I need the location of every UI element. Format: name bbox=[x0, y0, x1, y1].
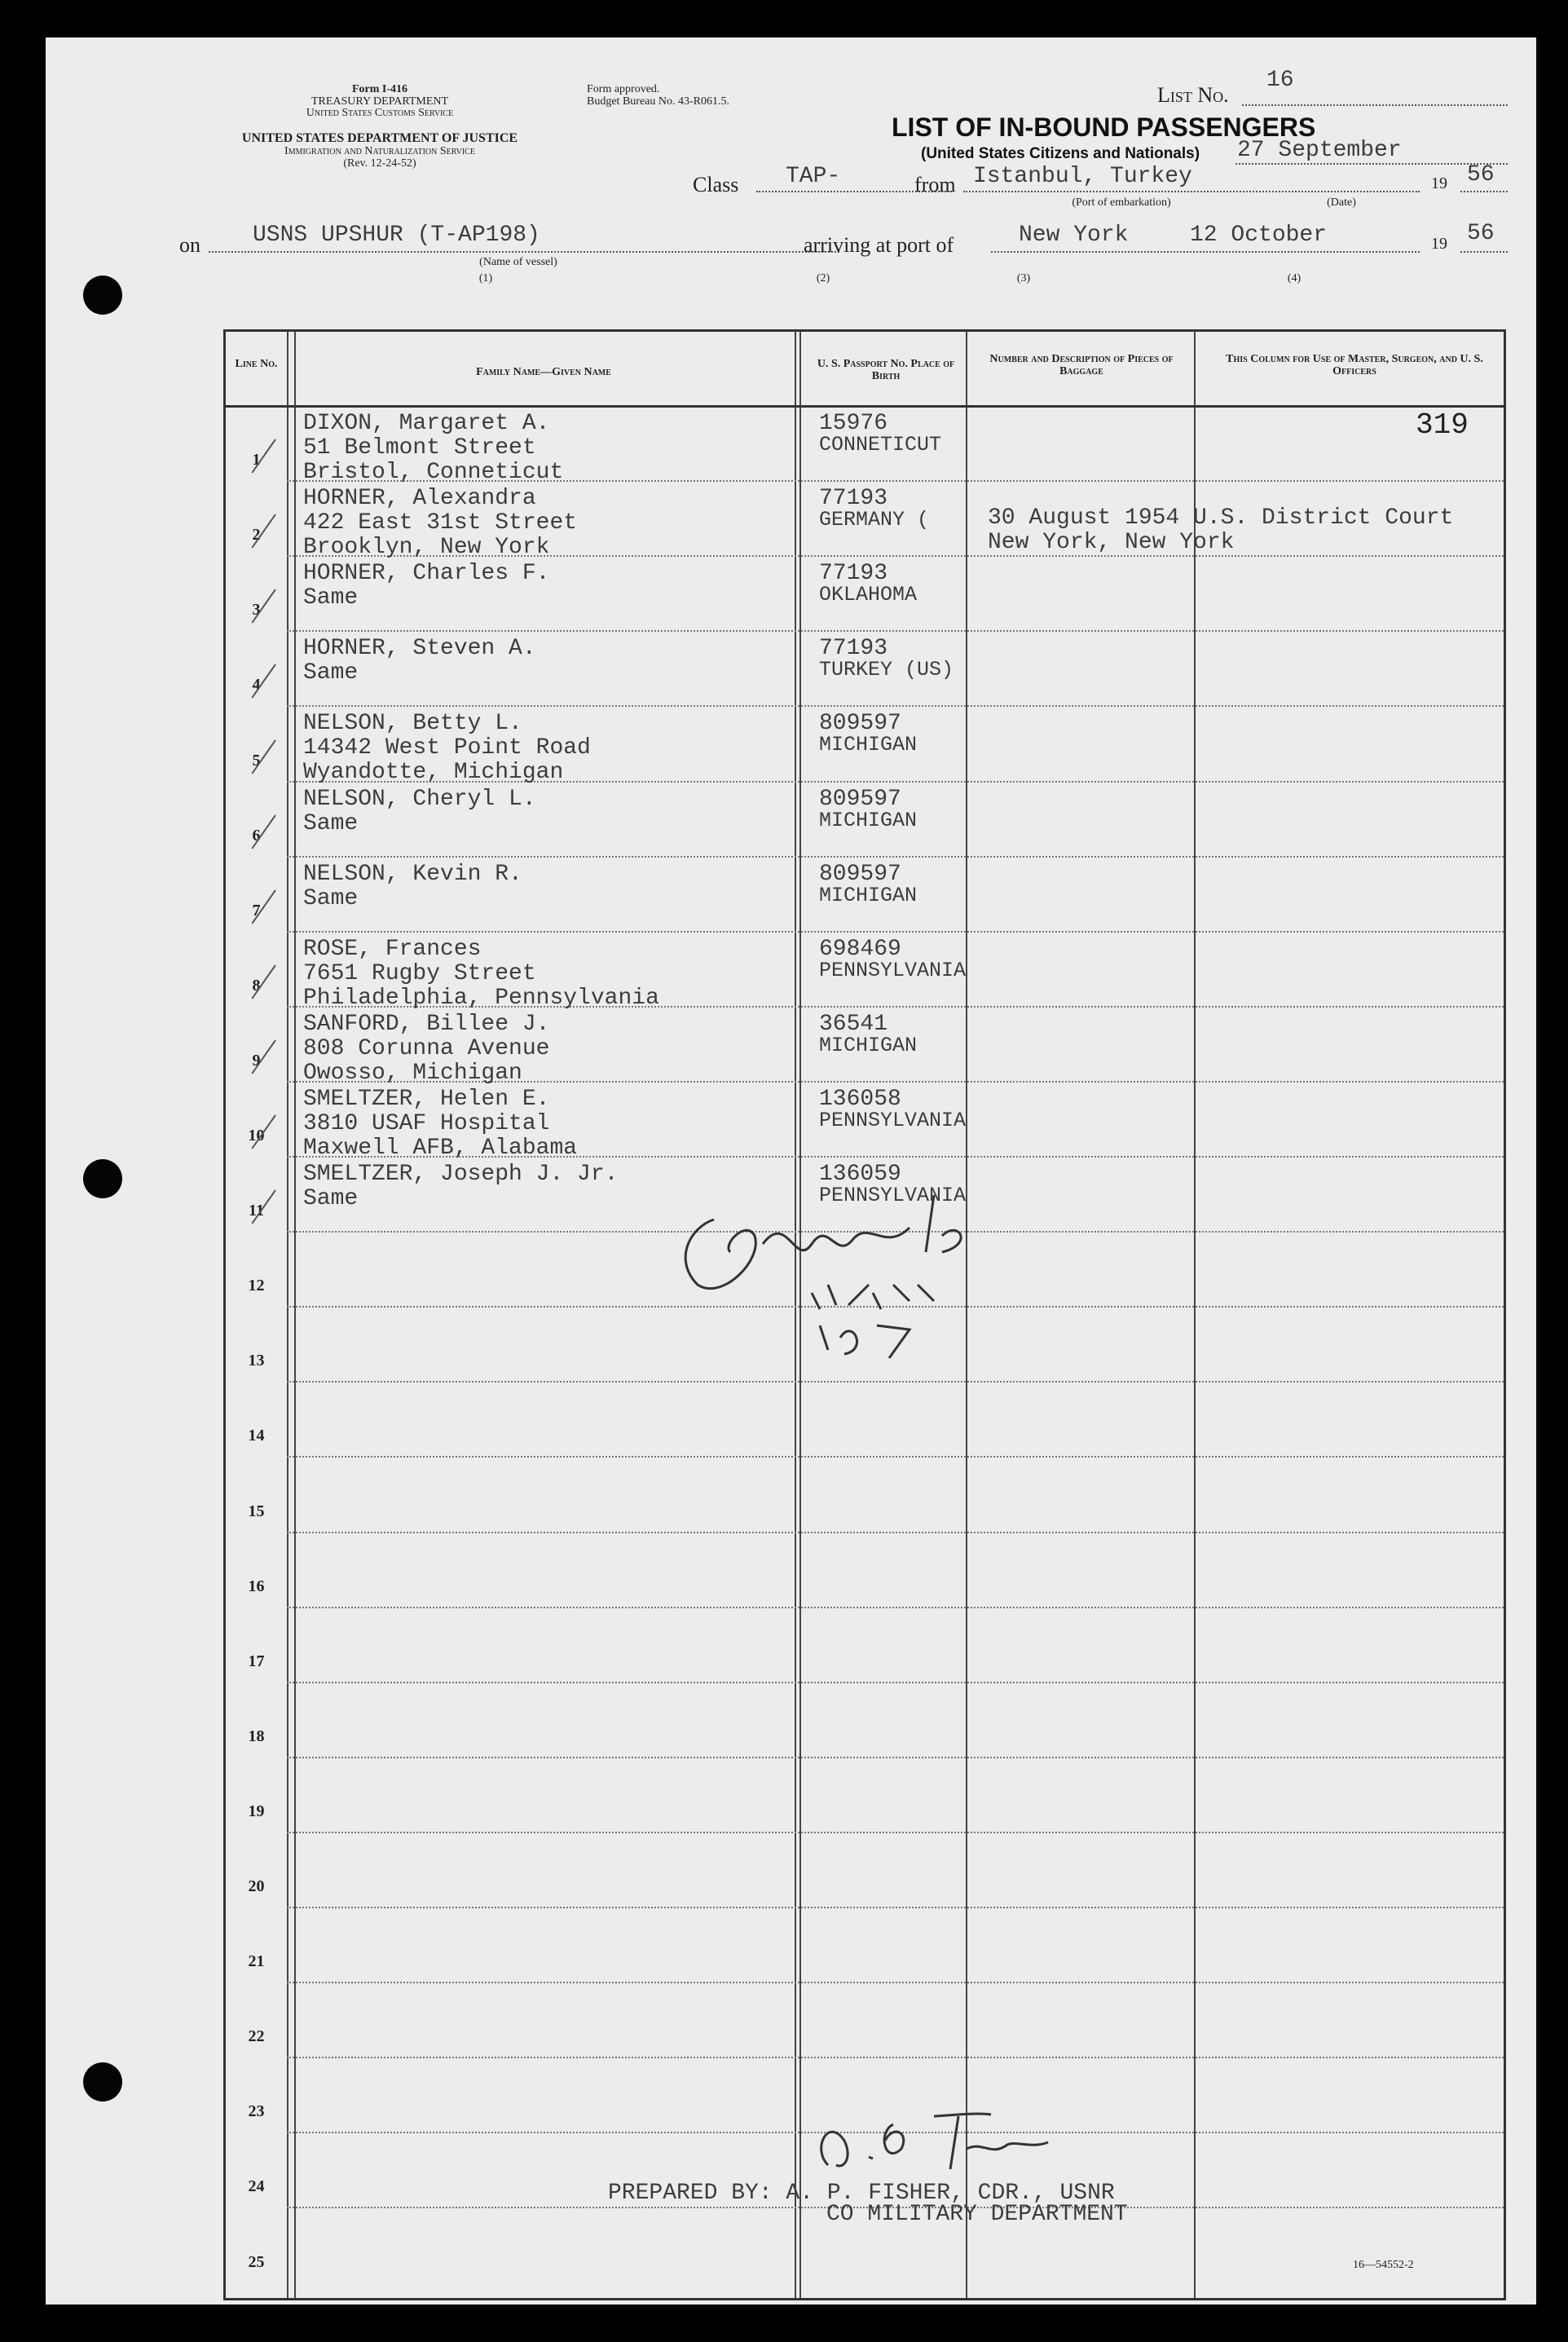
place-of-birth: PENNSYLVANIA bbox=[819, 958, 967, 982]
line-number: 9 bbox=[252, 1051, 261, 1070]
form-code: 16—54552-2 bbox=[1353, 2259, 1414, 2271]
treasury-dept: TREASURY DEPARTMENT bbox=[311, 95, 449, 108]
list-no-label: List No. bbox=[1157, 83, 1229, 107]
prepared-dept: CO MILITARY DEPARTMENT bbox=[826, 2202, 1128, 2227]
passenger-address: Same bbox=[303, 585, 359, 611]
document-page bbox=[46, 37, 1536, 2305]
line-number: 22 bbox=[248, 2027, 265, 2046]
line-number: 20 bbox=[248, 1877, 265, 1895]
revision: (Rev. 12-24-52) bbox=[343, 157, 416, 170]
passenger-address: Same bbox=[303, 1186, 359, 1211]
passport-number: 809597 bbox=[819, 711, 901, 737]
line-number: 12 bbox=[248, 1277, 265, 1295]
naturalization-note: 30 August 1954 U.S. District Court bbox=[988, 505, 1454, 531]
line-number: 6 bbox=[252, 826, 261, 845]
class-label: Class bbox=[693, 173, 739, 196]
page-title: LIST OF IN-BOUND PASSENGERS bbox=[892, 112, 1316, 142]
place-of-birth: OKLAHOMA bbox=[819, 583, 918, 607]
from-value: Istanbul, Turkey bbox=[973, 164, 1192, 189]
passenger-name: ROSE, Frances bbox=[303, 936, 482, 962]
col-index-4: (4) bbox=[1287, 272, 1302, 284]
officer-mark: 319 bbox=[1416, 408, 1469, 442]
passenger-address: Same bbox=[303, 885, 359, 911]
punch-hole bbox=[83, 2062, 122, 2102]
line-number: 8 bbox=[252, 976, 261, 995]
line-number: 1 bbox=[252, 451, 261, 470]
customs-service: United States Customs Service bbox=[306, 107, 454, 119]
line-number: 24 bbox=[248, 2177, 265, 2196]
arrival-year: 56 bbox=[1467, 221, 1495, 246]
passenger-address: Same bbox=[303, 660, 359, 686]
naturalization-note-2: New York, New York bbox=[988, 530, 1235, 556]
ins: Immigration and Naturalization Service bbox=[284, 145, 475, 157]
passenger-address: Owosso, Michigan bbox=[303, 1060, 522, 1086]
passport-number: 15976 bbox=[819, 411, 888, 436]
line-number: 4 bbox=[252, 676, 261, 695]
line-number: 18 bbox=[248, 1727, 265, 1745]
arriving-label: arriving at port of bbox=[804, 233, 954, 257]
passenger-address: 51 Belmont Street bbox=[303, 435, 536, 461]
passport-number: 77193 bbox=[819, 486, 888, 512]
embark-caption: (Port of embarkation) bbox=[1072, 196, 1171, 209]
punch-hole bbox=[83, 1159, 122, 1198]
arrival-port: New York bbox=[1019, 223, 1129, 248]
col-index-3: (3) bbox=[1016, 272, 1031, 284]
place-of-birth: PENNSYLVANIA bbox=[819, 1108, 967, 1132]
passenger-address: 14342 West Point Road bbox=[303, 735, 591, 761]
passenger-address: Brooklyn, New York bbox=[303, 535, 550, 561]
line-number: 25 bbox=[248, 2252, 265, 2271]
on-label: on bbox=[179, 233, 200, 257]
passport-number: 698469 bbox=[819, 936, 901, 962]
depart-date: 27 September bbox=[1237, 138, 1402, 163]
year-prefix: 19 bbox=[1431, 174, 1447, 192]
passport-number: 136058 bbox=[819, 1086, 901, 1112]
col-header-baggage: Number and Description of Pieces of Baggage bbox=[989, 353, 1174, 377]
col-header-passport: U. S. Passport No. Place of Birth bbox=[817, 358, 955, 382]
budget-bureau: Budget Bureau No. 43-R061.5. bbox=[587, 95, 729, 108]
passenger-name: SMELTZER, Helen E. bbox=[303, 1086, 550, 1112]
line-number: 13 bbox=[248, 1352, 265, 1370]
year-prefix-2: 19 bbox=[1431, 235, 1447, 253]
passport-number: 36541 bbox=[819, 1011, 888, 1037]
from-label: from bbox=[914, 173, 956, 196]
form-approved: Form approved. bbox=[587, 83, 660, 95]
place-of-birth: MICHIGAN bbox=[819, 883, 918, 907]
line-number: 5 bbox=[252, 751, 261, 770]
col-header-officers: This Column for Use of Master, Surgeon, and U. S. Officers bbox=[1226, 353, 1483, 377]
page-subtitle: (United States Citizens and Nationals) bbox=[921, 145, 1200, 162]
passenger-name: NELSON, Kevin R. bbox=[303, 861, 522, 887]
place-of-birth: MICHIGAN bbox=[819, 1033, 918, 1057]
line-number: 11 bbox=[249, 1202, 264, 1220]
passport-number: 77193 bbox=[819, 636, 888, 662]
col-header-name: Family Name—Given Name bbox=[476, 366, 611, 378]
passenger-name: NELSON, Betty L. bbox=[303, 711, 522, 737]
punch-hole bbox=[83, 276, 122, 315]
list-no-value: 16 bbox=[1266, 68, 1294, 93]
passenger-address: Philadelphia, Pennsylvania bbox=[303, 985, 659, 1011]
passenger-address: Same bbox=[303, 810, 359, 836]
passenger-name: DIXON, Margaret A. bbox=[303, 411, 550, 436]
line-number: 3 bbox=[252, 601, 261, 620]
passport-number: 809597 bbox=[819, 786, 901, 812]
place-of-birth: TURKEY (US) bbox=[819, 658, 954, 682]
passenger-address: 422 East 31st Street bbox=[303, 510, 578, 536]
vessel-name: USNS UPSHUR (T-AP198) bbox=[253, 223, 540, 248]
passport-number: 77193 bbox=[819, 561, 888, 587]
passenger-name: HORNER, Alexandra bbox=[303, 486, 536, 512]
line-number: 15 bbox=[248, 1502, 265, 1520]
col-index-1: (1) bbox=[478, 272, 493, 284]
place-of-birth: MICHIGAN bbox=[819, 808, 918, 832]
passenger-address: 808 Corunna Avenue bbox=[303, 1035, 550, 1061]
doj: UNITED STATES DEPARTMENT OF JUSTICE bbox=[241, 131, 518, 145]
line-number: 23 bbox=[248, 2102, 265, 2121]
line-number: 17 bbox=[248, 1652, 265, 1670]
preparer-signature bbox=[795, 2100, 1072, 2190]
passenger-name: HORNER, Steven A. bbox=[303, 636, 536, 662]
col-index-2: (2) bbox=[816, 272, 830, 284]
date-caption: (Date) bbox=[1327, 196, 1356, 209]
line-number: 2 bbox=[252, 526, 261, 545]
line-number: 10 bbox=[248, 1127, 265, 1145]
passenger-address: 7651 Rugby Street bbox=[303, 960, 536, 986]
place-of-birth: PENNSYLVANIA bbox=[819, 1184, 967, 1207]
form-number: Form I-416 bbox=[351, 83, 408, 95]
place-of-birth: CONNETICUT bbox=[819, 433, 942, 456]
line-number: 16 bbox=[248, 1577, 265, 1595]
place-of-birth: GERMANY ( bbox=[819, 508, 930, 532]
arrival-date: 12 October bbox=[1190, 223, 1328, 248]
passenger-name: SMELTZER, Joseph J. Jr. bbox=[303, 1162, 619, 1187]
passenger-address: Maxwell AFB, Alabama bbox=[303, 1135, 578, 1161]
passenger-address: Bristol, Conneticut bbox=[303, 460, 564, 485]
passport-number: 136059 bbox=[819, 1162, 901, 1187]
line-number: 14 bbox=[248, 1427, 265, 1445]
passenger-name: HORNER, Charles F. bbox=[303, 561, 550, 587]
class-value: TAP- bbox=[786, 164, 841, 189]
prepared-by: PREPARED BY: A. P. FISHER, CDR., USNR bbox=[608, 2181, 1115, 2206]
passenger-name: NELSON, Cheryl L. bbox=[303, 786, 536, 812]
passenger-address: 3810 USAF Hospital bbox=[303, 1110, 550, 1136]
passenger-address: Wyandotte, Michigan bbox=[303, 760, 564, 786]
col-header-line: Line No. bbox=[235, 358, 278, 370]
line-number: 7 bbox=[252, 901, 261, 920]
place-of-birth: MICHIGAN bbox=[819, 733, 918, 757]
line-number: 19 bbox=[248, 1802, 265, 1820]
depart-year: 56 bbox=[1467, 162, 1495, 187]
inspector-signature bbox=[665, 1162, 1056, 1383]
passport-number: 809597 bbox=[819, 861, 901, 887]
vessel-caption: (Name of vessel) bbox=[479, 256, 557, 268]
line-number: 21 bbox=[248, 1952, 265, 1971]
passenger-name: SANFORD, Billee J. bbox=[303, 1011, 550, 1037]
